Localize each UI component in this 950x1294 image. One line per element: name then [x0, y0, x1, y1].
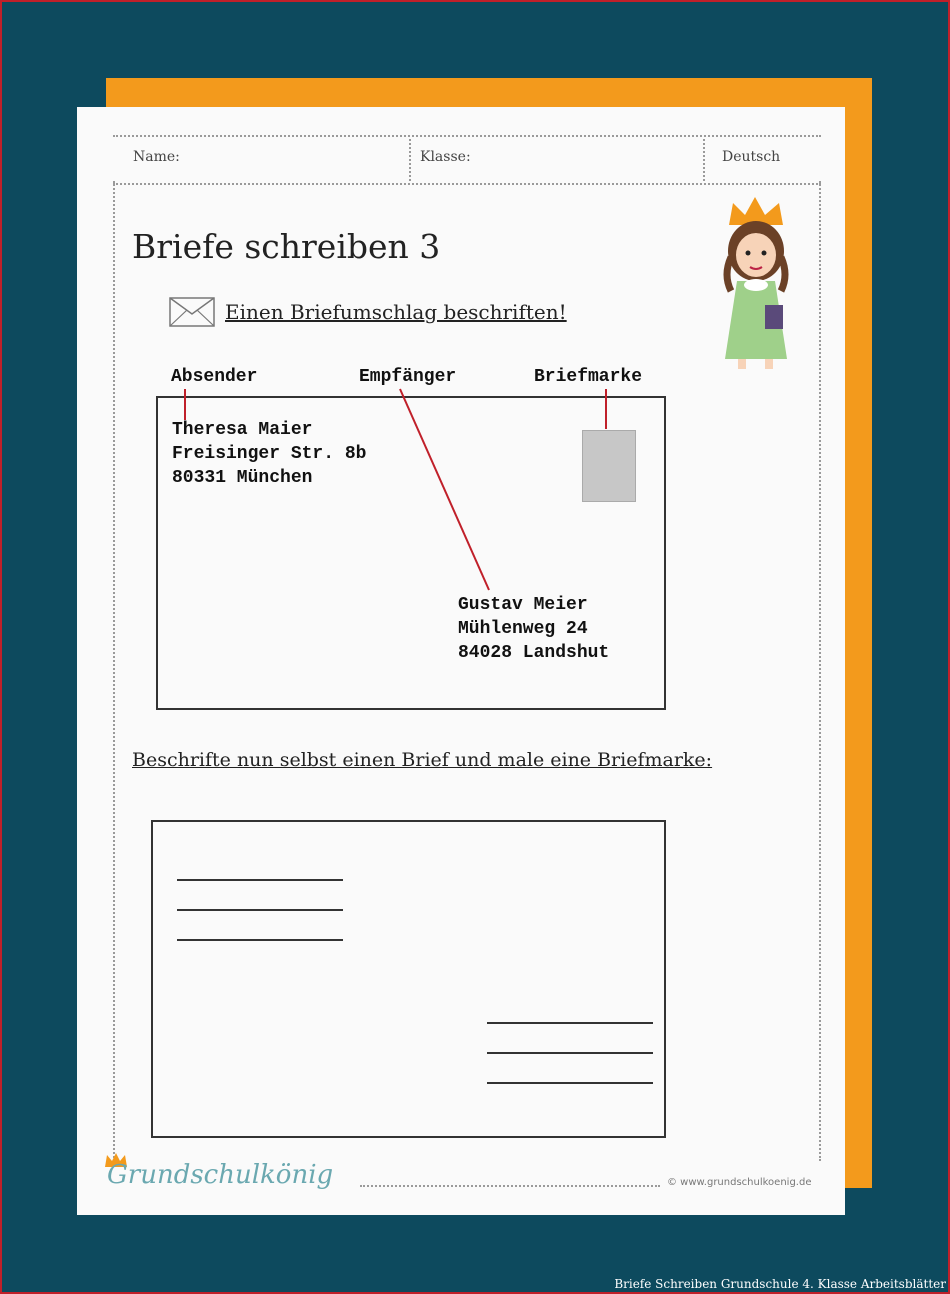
- blank-envelope: [151, 820, 666, 1138]
- sender-line: Freisinger Str. 8b: [172, 444, 367, 464]
- name-label: Name:: [133, 149, 180, 165]
- writing-line[interactable]: [487, 1022, 653, 1024]
- writing-line[interactable]: [487, 1082, 653, 1084]
- page-title: Briefe schreiben 3: [132, 227, 441, 266]
- recipient-line: 84028 Landshut: [458, 643, 610, 663]
- recipient-connector: [400, 389, 489, 590]
- copyright-text: © www.grundschulkoenig.de: [667, 1177, 812, 1188]
- brand-logo: Grundschulkönig: [107, 1160, 334, 1190]
- sender-label: Absender: [171, 367, 258, 387]
- writing-line[interactable]: [177, 909, 343, 911]
- subtitle: Einen Briefumschlag beschriften!: [225, 300, 567, 324]
- recipient-line: Mühlenweg 24: [458, 619, 588, 639]
- writing-line[interactable]: [177, 939, 343, 941]
- image-caption: Briefe Schreiben Grundschule 4. Klasse Arbeitsblätter: [614, 1277, 946, 1291]
- sender-line: 80331 München: [172, 468, 313, 488]
- subject-label: Deutsch: [722, 149, 781, 165]
- worksheet: [77, 107, 845, 1215]
- stamp-label: Briefmarke: [534, 367, 643, 387]
- crown-icon: [729, 197, 783, 225]
- recipient-label: Empfänger: [359, 367, 457, 387]
- recipient-line: Gustav Meier: [458, 595, 588, 615]
- writing-line[interactable]: [177, 879, 343, 881]
- sender-line: Theresa Maier: [172, 420, 313, 440]
- footer-dotted-line: [360, 1185, 660, 1187]
- writing-line[interactable]: [487, 1052, 653, 1054]
- girl-illustration: [723, 195, 803, 375]
- class-label: Klasse:: [420, 149, 471, 165]
- instruction-text: Beschrifte nun selbst einen Brief und male eine Briefmarke:: [132, 749, 713, 771]
